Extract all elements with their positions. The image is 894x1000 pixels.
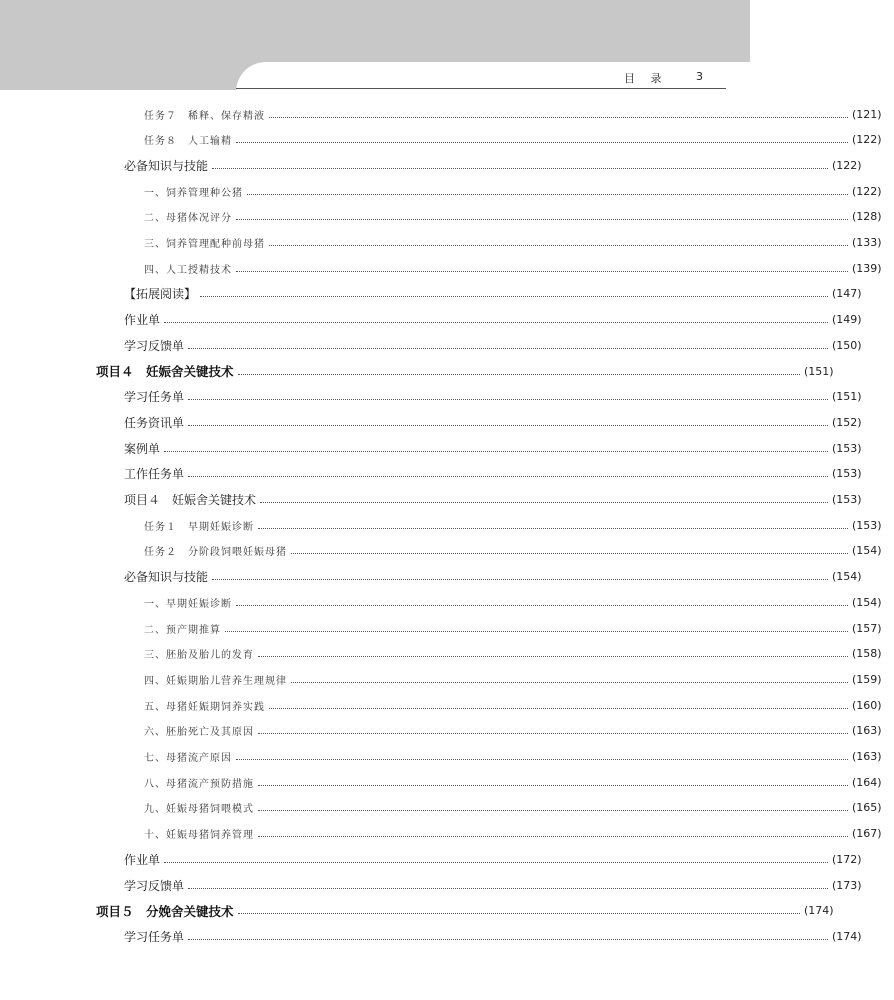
toc-leader-dots — [212, 168, 828, 169]
toc-entry — [0, 695, 894, 715]
toc-leader-dots — [236, 219, 848, 220]
toc-leader-dots — [164, 862, 828, 863]
toc-entry-title: 四、妊娠期胎儿营养生理规律 — [144, 675, 287, 687]
toc-entry — [0, 618, 894, 638]
toc-entry-page: (160) — [852, 698, 882, 712]
toc-entry-page: (154) — [852, 595, 882, 609]
toc-entry-page: (122) — [852, 133, 882, 147]
toc-entry — [0, 310, 874, 330]
toc-entry-page: (165) — [852, 801, 882, 815]
toc-entry-page: (153) — [852, 518, 882, 532]
toc-leader-dots — [188, 476, 828, 477]
toc-entry — [0, 849, 874, 869]
toc-leader-dots — [260, 502, 828, 503]
toc-leader-dots — [247, 194, 848, 195]
toc-entry-page: (121) — [852, 107, 882, 121]
toc-leader-dots — [164, 451, 828, 452]
toc-entry — [0, 644, 894, 664]
toc-entry-page: (133) — [852, 236, 882, 249]
toc-entry — [0, 541, 894, 561]
toc-entry — [0, 875, 874, 895]
toc-entry — [0, 361, 846, 381]
toc-entry — [0, 721, 894, 741]
toc-entry — [0, 926, 874, 946]
toc-leader-dots — [188, 939, 828, 940]
toc-entry — [0, 464, 874, 484]
toc-entry-title: 八、母猪流产预防措施 — [144, 778, 254, 790]
toc-entry-page: (150) — [832, 338, 862, 352]
toc-leader-dots — [236, 605, 848, 606]
toc-entry-page: (153) — [832, 467, 862, 481]
toc-leader-dots — [258, 836, 848, 837]
toc-entry-title: 作业单 — [124, 313, 161, 328]
toc-entry — [0, 515, 894, 535]
toc-entry — [0, 747, 894, 767]
toc-entry-page: (154) — [832, 570, 862, 584]
toc-entry-title: 二、预产期推算 — [144, 624, 221, 636]
toc-entry — [0, 567, 874, 587]
toc-entry-page: (174) — [832, 929, 862, 943]
toc-entry — [0, 438, 874, 458]
toc-leader-dots — [269, 708, 848, 709]
toc-leader-dots — [258, 810, 848, 811]
toc-leader-dots — [269, 245, 848, 246]
running-head-page-number: 3 — [696, 70, 703, 83]
toc-entry — [0, 901, 846, 921]
toc-entry-page: (167) — [852, 827, 882, 841]
toc-entry-title: 任务７ 稀释、保存精液 — [144, 110, 265, 122]
toc-leader-dots — [236, 142, 848, 143]
toc-leader-dots — [291, 553, 848, 554]
toc-entry-page: (122) — [832, 158, 862, 172]
toc-entry-page: (153) — [832, 441, 862, 455]
toc-entry-title: 作业单 — [124, 852, 161, 867]
toc-entry-page: (122) — [852, 184, 882, 198]
toc-leader-dots — [164, 322, 828, 323]
toc-leader-dots — [188, 399, 828, 400]
toc-entry-page: (163) — [852, 750, 882, 763]
toc-entry-page: (128) — [852, 210, 882, 224]
toc-entry-title: 项目４ 妊娠舍关键技术 — [96, 364, 234, 379]
toc-leader-dots — [258, 656, 848, 657]
toc-entry-page: (174) — [804, 904, 834, 918]
toc-entry-title: 三、胚胎及胎儿的发育 — [144, 650, 254, 662]
toc-entry-title: 工作任务单 — [124, 467, 185, 482]
toc-entry-title: 任务８ 人工输精 — [144, 136, 232, 148]
toc-entry-title: 一、饲养管理种公猪 — [144, 187, 243, 199]
toc-entry — [0, 181, 894, 201]
toc-entry-title: 七、母猪流产原因 — [144, 753, 232, 764]
toc-entry — [0, 798, 894, 818]
toc-entry-page: (173) — [832, 878, 862, 892]
toc-entry-title: 一、早期妊娠诊断 — [144, 598, 232, 610]
toc-entry — [0, 207, 894, 227]
toc-entry-title: 项目５ 分娩舍关键技术 — [96, 903, 234, 919]
toc-entry-title: 任务资讯单 — [124, 415, 185, 430]
toc-entry-title: 九、妊娠母猪饲喂模式 — [144, 804, 254, 816]
toc-entry-page: (158) — [852, 647, 882, 661]
toc-leader-dots — [212, 579, 828, 580]
toc-entry-title: 必备知识与技能 — [124, 570, 209, 585]
toc-leader-dots — [269, 117, 848, 118]
toc-entry-page: (172) — [832, 852, 862, 866]
toc-entry-title: 二、母猪体况评分 — [144, 213, 232, 225]
toc-entry-page: (157) — [852, 621, 882, 635]
toc-entry-title: 学习反馈单 — [124, 338, 185, 353]
toc-entry-page: (139) — [852, 261, 882, 275]
header-tab — [236, 62, 750, 102]
toc-entry — [0, 104, 894, 124]
toc-leader-dots — [258, 785, 848, 786]
toc-entry — [0, 772, 894, 792]
toc-entry-title: 五、母猪妊娠期饲养实践 — [144, 701, 265, 713]
toc-entry — [0, 669, 894, 689]
toc-leader-dots — [258, 733, 848, 734]
toc-entry-page: (151) — [832, 390, 862, 404]
toc-leader-dots — [200, 296, 828, 297]
toc-entry-page: (149) — [832, 313, 862, 327]
toc-entry — [0, 335, 874, 355]
header-rule — [236, 88, 726, 89]
toc-entry — [0, 258, 894, 278]
toc-entry-page: (147) — [832, 287, 862, 301]
toc-leader-dots — [188, 348, 828, 349]
toc-entry-page: (152) — [832, 415, 862, 429]
toc-entry-title: 三、饲养管理配种前母猪 — [144, 239, 265, 250]
toc-leader-dots — [236, 271, 848, 272]
toc-entry-page: (164) — [852, 775, 882, 789]
toc-entry-title: 【拓展阅读】 — [124, 287, 197, 302]
toc-leader-dots — [238, 374, 800, 375]
toc-entry-title: 任务１ 早期妊娠诊断 — [144, 521, 254, 533]
toc-leader-dots — [236, 759, 848, 760]
toc-leader-dots — [225, 631, 848, 632]
toc-leader-dots — [188, 888, 828, 889]
toc-entry-title: 学习任务单 — [124, 390, 185, 405]
toc-entry — [0, 155, 874, 175]
toc-entry — [0, 387, 874, 407]
toc-entry — [0, 412, 874, 432]
toc-entry — [0, 592, 894, 612]
toc-entry-title: 十、妊娠母猪饲养管理 — [144, 830, 254, 842]
toc-entry-title: 案例单 — [124, 441, 161, 456]
toc-entry — [0, 824, 894, 844]
toc-entry-title: 项目４ 妊娠舍关键技术 — [124, 493, 257, 507]
toc-leader-dots — [238, 913, 800, 914]
running-head-title: 目 录 — [624, 72, 668, 85]
toc-entry — [0, 233, 894, 253]
toc-entry — [0, 130, 894, 150]
toc-entry-title: 学习反馈单 — [124, 878, 185, 893]
toc-entry-page: (163) — [852, 724, 882, 738]
toc-entry-page: (159) — [852, 672, 882, 686]
toc-leader-dots — [258, 528, 848, 529]
toc-entry-title: 任务２ 分阶段饲喂妊娠母猪 — [144, 547, 287, 559]
toc-entry — [0, 284, 874, 304]
toc-leader-dots — [188, 425, 828, 426]
toc-entry-title: 四、人工授精技术 — [144, 264, 232, 276]
toc-leader-dots — [291, 682, 848, 683]
toc-entry-page: (151) — [804, 364, 834, 378]
toc-entry-page: (153) — [832, 493, 862, 506]
toc-entry — [0, 490, 874, 510]
toc-entry-title: 学习任务单 — [124, 929, 185, 944]
toc-entry-title: 必备知识与技能 — [124, 158, 209, 173]
toc-entry-title: 六、胚胎死亡及其原因 — [144, 727, 254, 739]
toc-entry-page: (154) — [852, 544, 882, 558]
